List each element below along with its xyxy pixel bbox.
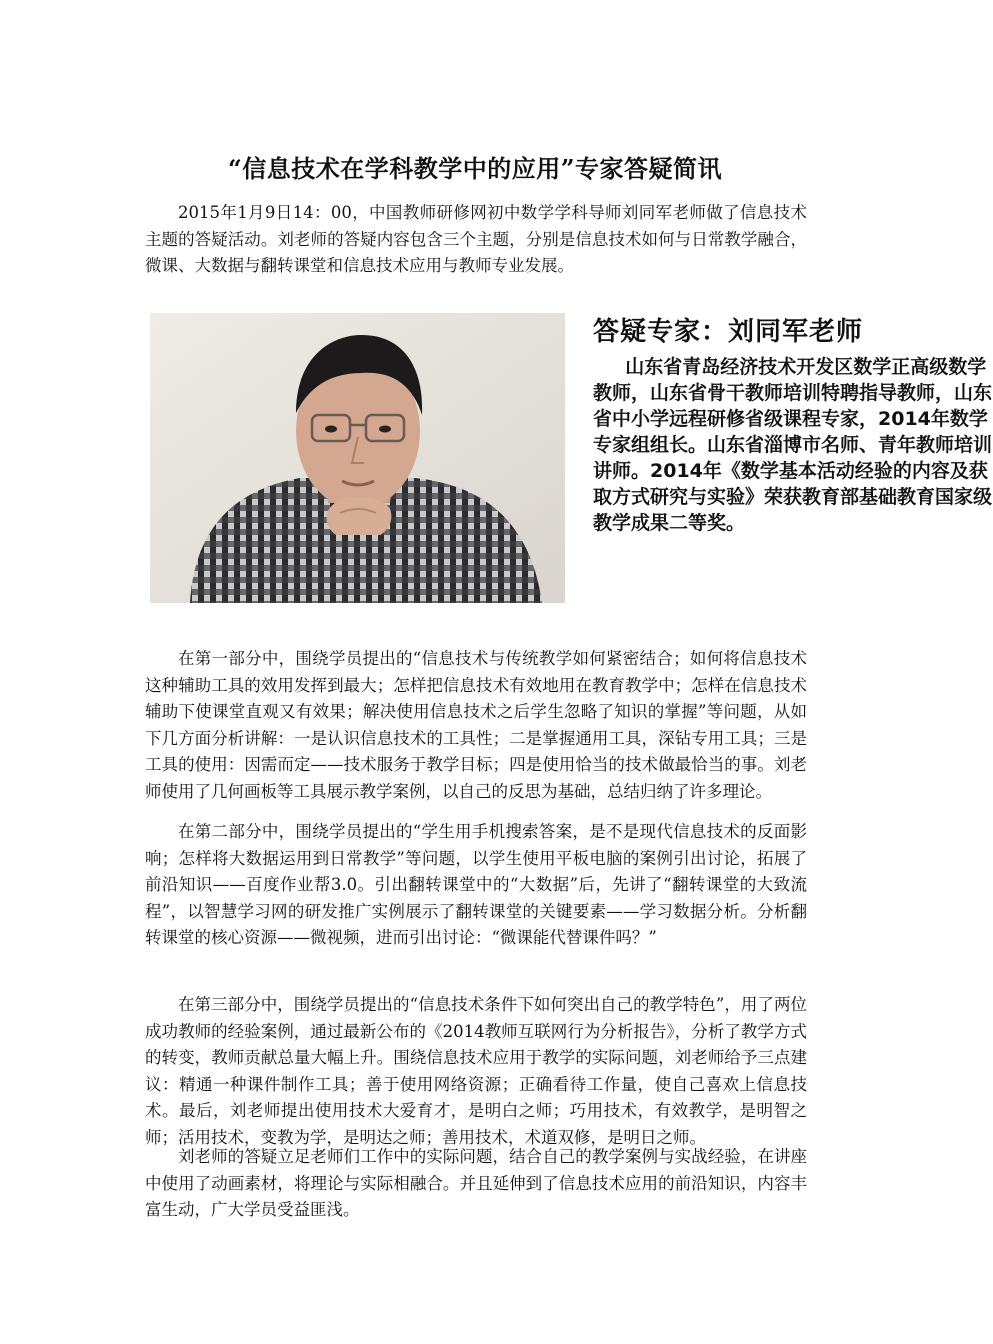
expert-bio: 山东省青岛经济技术开发区数学正高级数学教师，山东省骨干教师培训特聘指导教师，山东省中小学远程研修省级课程专家，2014年数学专家组组长。山东省淄博市名师、青年教师培训讲师。2014年《数学基本活动经验的内容及获取方式研究与实验》荣获教育部基础教育国家级教学成果二等奖。 xyxy=(593,356,993,534)
intro-paragraph: 2015年1月9日14：00，中国教师研修网初中数学学科导师刘同军老师做了信息技术主题的答疑活动。刘老师的答疑内容包含三个主题，分别是信息技术如何与日常教学融合，微课、大数据与翻转课堂和信息技术应用与教师专业发展。 xyxy=(145,203,807,276)
paragraph-part-2: 在第二部分中，围绕学员提出的“学生用手机搜索答案，是不是现代信息技术的反面影响；怎样将大数据运用到日常教学”等问题，以学生使用平板电脑的案例引出讨论，拓展了前沿知识——百度作业帮3.0。引出翻转课堂中的“大数据”后，先讲了“翻转课堂的大致流程”，以智慧学习网的研发推广实例展示了翻转课堂的关键要素——学习数据分析。分析翻转课堂的核心资源——微视频，进而引出讨论：“微课能代替课件吗？” xyxy=(145,822,807,948)
page-title: “信息技术在学科教学中的应用”专家答疑简讯 xyxy=(227,154,723,184)
paragraph-part-1: 在第一部分中，围绕学员提出的“信息技术与传统教学如何紧密结合；如何将信息技术这种辅助工具的效用发挥到最大；怎样把信息技术有效地用在教育教学中；怎样在信息技术辅助下使课堂直观又有效果；解决使用信息技术之后学生忽略了知识的掌握”等问题，从如下几方面分析讲解：一是认识信息技术的工具性；二是掌握通用工具，深钻专用工具；三是工具的使用：因需而定——技术服务于教学目标；四是使用恰当的技术做最恰当的事。刘老师使用了几何画板等工具展示教学案例，以自己的反思为基础，总结归纳了许多理论。 xyxy=(145,649,807,801)
expert-heading: 答疑专家：刘同军老师 xyxy=(593,317,864,347)
paragraph-summary: 刘老师的答疑立足老师们工作中的实际问题，结合自己的教学案例与实战经验，在讲座中使用了动画素材，将理论与实际相融合。并且延伸到了信息技术应用的前沿知识，内容丰富生动，广大学员受益匪浅。 xyxy=(145,1147,807,1220)
paragraph-part-3: 在第三部分中，围绕学员提出的“信息技术条件下如何突出自己的教学特色”，用了两位成功教师的经验案例，通过最新公布的《2014教师互联网行为分析报告》，分析了教学方式的转变，教师贡献总量大幅上升。围绕信息技术应用于教学的实际问题，刘老师给予三点建议：精通一种课件制作工具；善于使用网络资源；正确看待工作量，使自己喜欢上信息技术。最后，刘老师提出使用技术大爱育才，是明白之师；巧用技术，有效教学，是明智之师；活用技术，变教为学，是明达之师；善用技术，术道双修，是明日之师。 xyxy=(145,995,807,1147)
expert-photo xyxy=(150,313,565,603)
expert-info-card xyxy=(593,312,993,582)
